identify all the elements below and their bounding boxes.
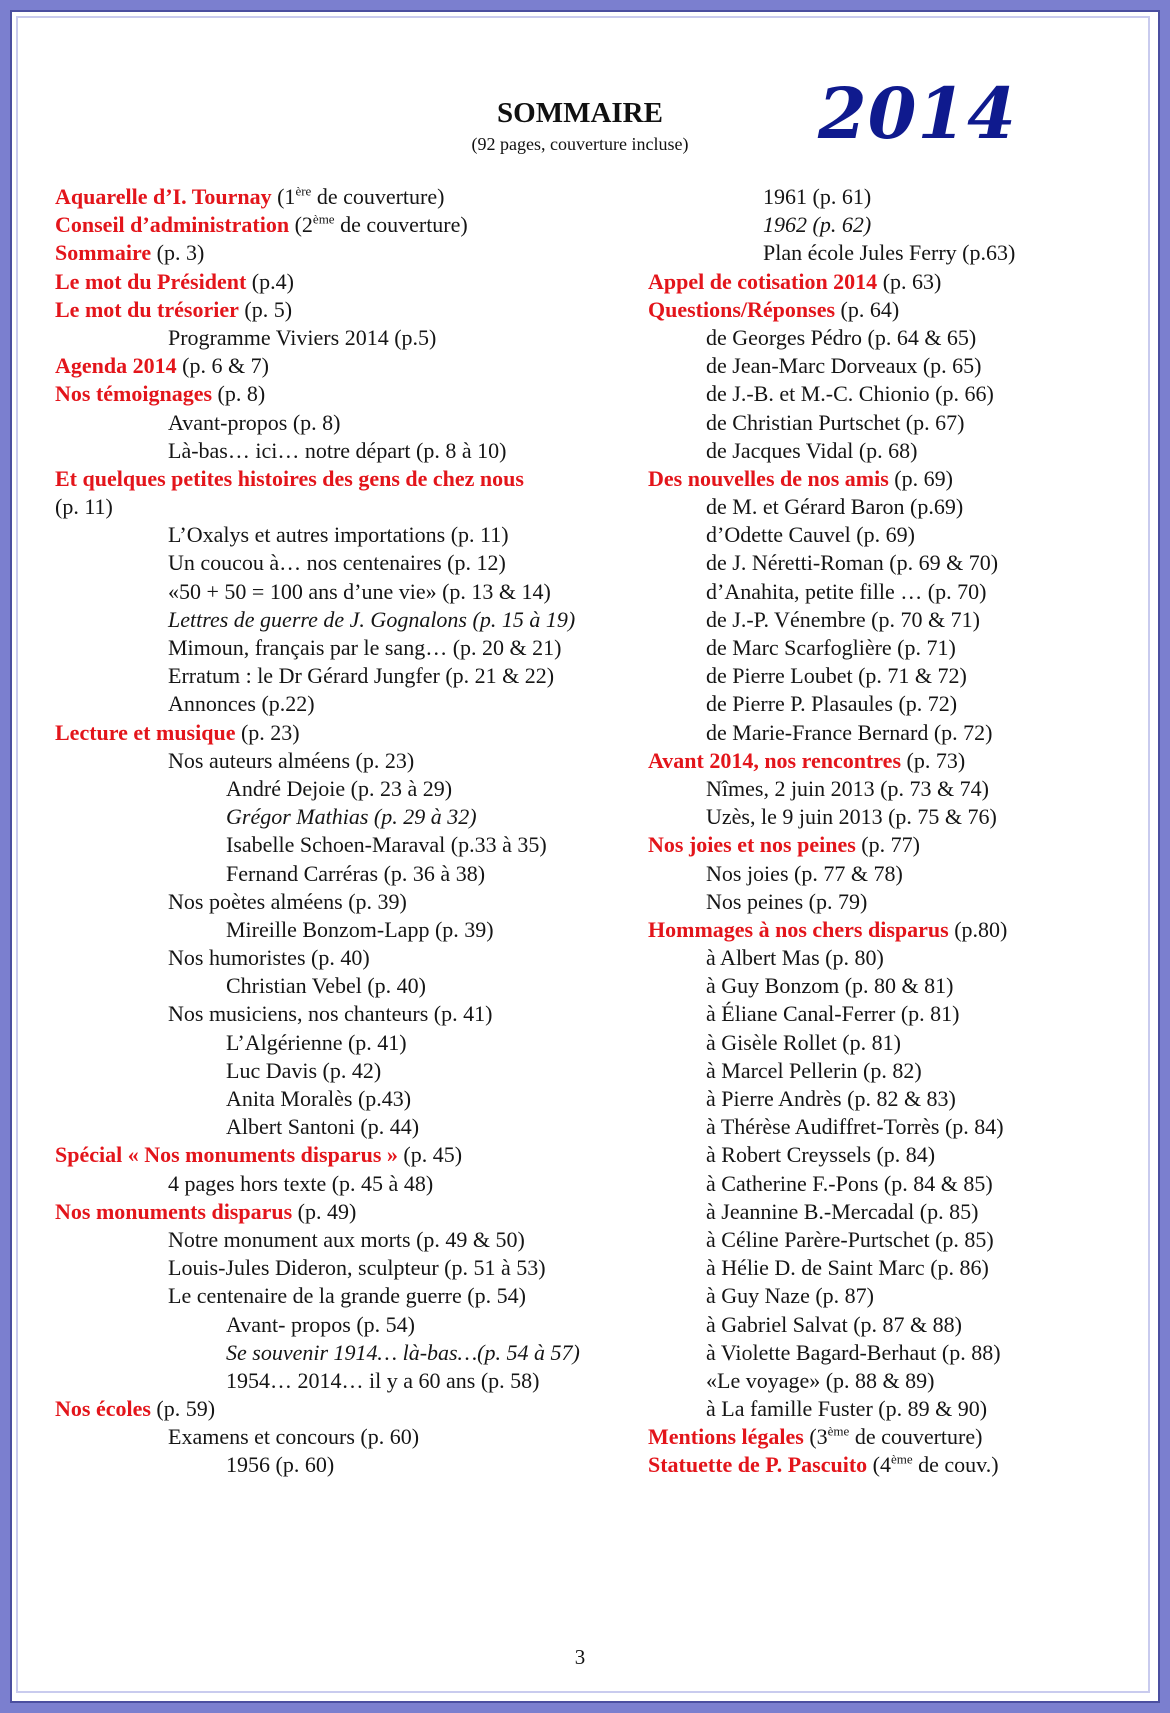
toc-entry bbox=[55, 690, 645, 718]
toc-entry bbox=[648, 1226, 1118, 1254]
toc-section-heading: Statuette de P. Pascuito bbox=[648, 1452, 868, 1478]
toc-entry-text: d’Odette Cauvel (p. 69) bbox=[706, 522, 915, 548]
toc-entry bbox=[648, 1170, 1118, 1198]
toc-entry-text: (2 bbox=[289, 212, 313, 238]
toc-entry-text: de Pierre P. Plasaules (p. 72) bbox=[706, 691, 958, 717]
toc-entry-text: de Pierre Loubet (p. 71 & 72) bbox=[706, 663, 967, 689]
toc-entry bbox=[55, 1198, 645, 1226]
toc-section-heading: Nos écoles bbox=[55, 1396, 151, 1422]
toc-entry bbox=[648, 296, 1118, 324]
toc-entry bbox=[55, 803, 645, 831]
toc-entry bbox=[55, 888, 645, 916]
toc-entry-text: Se souvenir 1914… là-bas…(p. 54 à 57) bbox=[226, 1339, 580, 1365]
toc-entry bbox=[648, 1029, 1118, 1057]
toc-entry-text: Nos auteurs alméens (p. 23) bbox=[168, 747, 415, 773]
toc-entry bbox=[55, 775, 645, 803]
toc-entry bbox=[55, 437, 645, 465]
toc-ordinal-suffix: ème bbox=[891, 1452, 913, 1468]
toc-entry bbox=[55, 606, 645, 634]
toc-entry-text: à Violette Bagard-Berhaut (p. 88) bbox=[706, 1339, 1001, 1365]
toc-entry bbox=[648, 1451, 1118, 1479]
toc-entry bbox=[648, 578, 1118, 606]
toc-section-heading: Le mot du trésorier bbox=[55, 296, 239, 322]
toc-entry bbox=[55, 409, 645, 437]
toc-entry bbox=[648, 719, 1118, 747]
toc-entry bbox=[648, 352, 1118, 380]
toc-entry-text: Nos peines (p. 79) bbox=[706, 888, 868, 914]
toc-entry bbox=[648, 211, 1118, 239]
toc-entry-text: (p. 6 & 7) bbox=[176, 353, 269, 379]
toc-section-heading: Avant 2014, nos rencontres bbox=[648, 747, 901, 773]
toc-section-heading: Aquarelle d’I. Tournay bbox=[55, 184, 272, 209]
toc-entry bbox=[648, 831, 1118, 859]
toc-entry-text: 1956 (p. 60) bbox=[226, 1452, 335, 1478]
toc-entry bbox=[55, 324, 645, 352]
toc-entry bbox=[55, 944, 645, 972]
toc-entry bbox=[648, 1254, 1118, 1282]
toc-entry-text: (p.4) bbox=[246, 268, 294, 294]
toc-entry-text: Mimoun, français par le sang… (p. 20 & 21) bbox=[168, 635, 562, 660]
toc-entry-text: (p. 77) bbox=[855, 832, 920, 858]
toc-section-heading: Conseil d’administration bbox=[55, 212, 290, 238]
toc-entry-text: (p.80) bbox=[948, 916, 1008, 942]
toc-entry bbox=[648, 944, 1118, 972]
toc-entry bbox=[55, 972, 645, 1000]
toc-entry bbox=[55, 1170, 645, 1198]
toc-section-heading: Hommages à nos chers disparus bbox=[648, 916, 949, 942]
toc-entry-text: Isabelle Schoen-Maraval (p.33 à 35) bbox=[226, 832, 547, 858]
toc-entry bbox=[55, 296, 645, 324]
toc-section-heading: Sommaire bbox=[55, 240, 152, 266]
toc-entry bbox=[55, 352, 645, 380]
toc-entry bbox=[55, 239, 645, 267]
toc-entry-text: Annonces (p.22) bbox=[168, 691, 315, 717]
toc-entry-text: 1962 (p. 62) bbox=[763, 212, 872, 238]
toc-entry-text: à Pierre Andrès (p. 82 & 83) bbox=[706, 1086, 956, 1111]
toc-entry bbox=[55, 662, 645, 690]
toc-entry-text: de Marie-France Bernard (p. 72) bbox=[706, 719, 993, 745]
toc-entry bbox=[648, 634, 1118, 662]
toc-entry bbox=[648, 803, 1118, 831]
page-subtitle: (92 pages, couverture incluse) bbox=[471, 134, 689, 154]
toc-entry-text: Examens et concours (p. 60) bbox=[168, 1424, 420, 1450]
toc-entry bbox=[648, 493, 1118, 521]
toc-entry bbox=[55, 1395, 645, 1423]
toc-entry-text: Christian Vebel (p. 40) bbox=[226, 973, 427, 999]
toc-entry-text: Plan école Jules Ferry (p.63) bbox=[763, 240, 1016, 266]
toc-entry-text: Luc Davis (p. 42) bbox=[226, 1057, 382, 1083]
toc-entry-text: Erratum : le Dr Gérard Jungfer (p. 21 & 22) bbox=[168, 663, 555, 689]
toc-entry bbox=[648, 1423, 1118, 1451]
toc-entry-text: à Catherine F.-Pons (p. 84 & 85) bbox=[706, 1170, 993, 1196]
toc-entry-text: de couverture) bbox=[849, 1424, 983, 1450]
toc-entry bbox=[648, 239, 1118, 267]
toc-entry bbox=[55, 578, 645, 606]
toc-entry bbox=[55, 521, 645, 549]
toc-entry-text: (p. 49) bbox=[292, 1198, 357, 1224]
toc-entry-text: de couverture) bbox=[334, 212, 468, 238]
toc-ordinal-suffix: ère bbox=[295, 183, 312, 199]
toc-entry-text: à Albert Mas (p. 80) bbox=[706, 945, 884, 971]
toc-entry bbox=[648, 690, 1118, 718]
toc-entry bbox=[648, 606, 1118, 634]
toc-entry-text: «50 + 50 = 100 ans d’une vie» (p. 13 & 14) bbox=[168, 578, 551, 604]
toc-entry bbox=[648, 521, 1118, 549]
toc-entry-text: L’Oxalys et autres importations (p. 11) bbox=[168, 522, 509, 548]
toc-entry bbox=[648, 1395, 1118, 1423]
toc-entry bbox=[55, 183, 645, 211]
toc-section-heading: Agenda 2014 bbox=[55, 353, 177, 379]
toc-section-heading: Nos joies et nos peines bbox=[648, 832, 856, 858]
toc-entry-text: Là-bas… ici… notre départ (p. 8 à 10) bbox=[168, 437, 507, 463]
toc-entry-text: (1 bbox=[271, 184, 296, 209]
toc-entry-text: Louis-Jules Dideron, sculpteur (p. 51 à 53) bbox=[168, 1255, 546, 1281]
toc-entry bbox=[55, 380, 645, 408]
toc-entry bbox=[55, 1141, 645, 1169]
toc-entry-text: de Georges Pédro (p. 64 & 65) bbox=[706, 324, 977, 350]
toc-entry bbox=[648, 437, 1118, 465]
toc-entry bbox=[55, 1057, 645, 1085]
toc-entry bbox=[648, 916, 1118, 944]
toc-entry-text: 1961 (p. 61) bbox=[763, 184, 872, 209]
toc-entry bbox=[648, 1000, 1118, 1028]
toc-entry-text: Nos humoristes (p. 40) bbox=[168, 945, 370, 971]
toc-entry-text: de Christian Purtschet (p. 67) bbox=[706, 409, 965, 435]
toc-entry bbox=[648, 1113, 1118, 1141]
toc-entry bbox=[648, 1339, 1118, 1367]
page-title: SOMMAIRE bbox=[497, 97, 663, 129]
toc-section-heading: Nos monuments disparus bbox=[55, 1198, 293, 1224]
toc-entry bbox=[648, 549, 1118, 577]
toc-section-heading: Et quelques petites histoires des gens de chez nous bbox=[55, 465, 524, 491]
toc-entry bbox=[55, 719, 645, 747]
toc-entry bbox=[55, 1085, 645, 1113]
toc-entry-text: de couv.) bbox=[912, 1452, 999, 1478]
toc-entry-text: de Marc Scarfoglière (p. 71) bbox=[706, 635, 956, 660]
toc-entry-text: 1954… 2014… il y a 60 ans (p. 58) bbox=[226, 1367, 540, 1393]
toc-entry bbox=[55, 1113, 645, 1141]
toc-entry bbox=[648, 1085, 1118, 1113]
toc-section-heading: Mentions légales bbox=[648, 1424, 804, 1450]
toc-entry-text: Albert Santoni (p. 44) bbox=[226, 1114, 420, 1140]
toc-entry-text: Avant-propos (p. 8) bbox=[168, 409, 341, 435]
toc-entry bbox=[648, 324, 1118, 352]
toc-entry-text: Lettres de guerre de J. Gognalons (p. 15 à 19) bbox=[168, 606, 576, 632]
toc-entry-text: Anita Moralès (p.43) bbox=[226, 1086, 412, 1111]
toc-section-heading: Le mot du Président bbox=[55, 268, 247, 294]
toc-entry-text: André Dejoie (p. 23 à 29) bbox=[226, 775, 453, 801]
toc-entry bbox=[55, 831, 645, 859]
toc-entry bbox=[55, 1029, 645, 1057]
toc-entry-text: à Guy Naze (p. 87) bbox=[706, 1283, 874, 1309]
toc-entry-text: (p. 59) bbox=[150, 1396, 216, 1422]
toc-entry-text: (p. 69) bbox=[888, 465, 953, 491]
toc-entry-text: (p. 45) bbox=[397, 1142, 463, 1168]
toc-entry bbox=[648, 888, 1118, 916]
toc-entry-text: (4 bbox=[867, 1452, 891, 1478]
toc-entry-text: «Le voyage» (p. 88 & 89) bbox=[706, 1367, 935, 1393]
toc-entry-text: (p. 23) bbox=[235, 719, 300, 745]
toc-entry-text: L’Algérienne (p. 41) bbox=[226, 1029, 407, 1055]
toc-entry bbox=[648, 1141, 1118, 1169]
toc-entry-text: de M. et Gérard Baron (p.69) bbox=[706, 494, 964, 520]
toc-entry bbox=[55, 1254, 645, 1282]
toc-entry-text: Un coucou à… nos centenaires (p. 12) bbox=[168, 550, 506, 576]
toc-entry bbox=[55, 268, 645, 296]
toc-section-heading: Spécial « Nos monuments disparus » bbox=[55, 1142, 398, 1168]
toc-entry-text: Uzès, le 9 juin 2013 (p. 75 & 76) bbox=[706, 804, 997, 830]
toc-entry bbox=[648, 1311, 1118, 1339]
toc-entry bbox=[648, 860, 1118, 888]
toc-entry bbox=[55, 747, 645, 775]
toc-entry-text: Nos poètes alméens (p. 39) bbox=[168, 888, 407, 914]
toc-entry bbox=[55, 1339, 645, 1367]
toc-entry-text: Nos joies (p. 77 & 78) bbox=[706, 860, 903, 886]
toc-entry-text: Notre monument aux morts (p. 49 & 50) bbox=[168, 1226, 525, 1252]
toc-entry bbox=[648, 183, 1118, 211]
toc-entry bbox=[55, 549, 645, 577]
toc-entry bbox=[55, 493, 645, 521]
toc-entry-text: à La famille Fuster (p. 89 & 90) bbox=[706, 1396, 988, 1422]
toc-entry bbox=[648, 380, 1118, 408]
toc-right-column bbox=[648, 183, 1118, 1480]
toc-entry-text: Grégor Mathias (p. 29 à 32) bbox=[226, 804, 477, 830]
toc-entry-text: à Robert Creyssels (p. 84) bbox=[706, 1142, 936, 1168]
toc-entry-text: (p. 73) bbox=[901, 747, 966, 773]
toc-entry bbox=[648, 775, 1118, 803]
toc-entry bbox=[648, 1198, 1118, 1226]
toc-entry bbox=[648, 465, 1118, 493]
toc-section-heading: Questions/Réponses bbox=[648, 296, 836, 322]
toc-section-heading: Appel de cotisation 2014 bbox=[648, 268, 878, 294]
toc-entry-text: à Thérèse Audiffret-Torrès (p. 84) bbox=[706, 1114, 1004, 1140]
toc-entry-text: (p. 3) bbox=[151, 240, 205, 266]
page-number: 3 bbox=[574, 1645, 586, 1669]
toc-entry-text: Le centenaire de la grande guerre (p. 54) bbox=[168, 1283, 526, 1309]
toc-entry bbox=[55, 1226, 645, 1254]
toc-entry bbox=[55, 634, 645, 662]
toc-section-heading: Nos témoignages bbox=[55, 381, 213, 407]
toc-ordinal-suffix: ème bbox=[312, 211, 335, 227]
toc-section-heading: Lecture et musique bbox=[55, 719, 236, 745]
toc-entry-text: à Éliane Canal-Ferrer (p. 81) bbox=[706, 1001, 960, 1027]
toc-entry-text: de Jean-Marc Dorveaux (p. 65) bbox=[706, 353, 982, 379]
toc-section-heading: Des nouvelles de nos amis bbox=[648, 465, 889, 491]
toc-entry-text: de Jacques Vidal (p. 68) bbox=[706, 437, 918, 463]
toc-entry-text: (3 bbox=[803, 1424, 828, 1450]
toc-entry bbox=[55, 1423, 645, 1451]
year-label: 2014 bbox=[818, 72, 1017, 155]
toc-entry-text: à Guy Bonzom (p. 80 & 81) bbox=[706, 973, 954, 999]
toc-entry-text: (p. 8) bbox=[212, 381, 266, 407]
toc-entry-text: Programme Viviers 2014 (p.5) bbox=[168, 324, 437, 350]
toc-entry-text: à Gisèle Rollet (p. 81) bbox=[706, 1029, 901, 1055]
toc-entry bbox=[55, 1367, 645, 1395]
toc-entry-text: à Gabriel Salvat (p. 87 & 88) bbox=[706, 1311, 962, 1337]
toc-entry-text: de J.-B. et M.-C. Chionio (p. 66) bbox=[706, 381, 994, 407]
toc-entry-text: à Hélie D. de Saint Marc (p. 86) bbox=[706, 1255, 989, 1281]
toc-entry bbox=[648, 1282, 1118, 1310]
toc-entry-text: (p. 63) bbox=[877, 268, 942, 294]
toc-entry-text: de J. Néretti-Roman (p. 69 & 70) bbox=[706, 550, 999, 576]
toc-entry bbox=[55, 916, 645, 944]
toc-entry bbox=[648, 268, 1118, 296]
toc-entry bbox=[55, 860, 645, 888]
toc-entry-text: 4 pages hors texte (p. 45 à 48) bbox=[168, 1170, 434, 1196]
toc-entry-text: d’Anahita, petite fille … (p. 70) bbox=[706, 578, 987, 604]
toc-entry bbox=[648, 972, 1118, 1000]
toc-entry-text: Nîmes, 2 juin 2013 (p. 73 & 74) bbox=[706, 775, 989, 801]
toc-entry bbox=[55, 211, 645, 239]
toc-entry-text: de J.-P. Vénembre (p. 70 & 71) bbox=[706, 606, 980, 632]
toc-entry-text: Fernand Carréras (p. 36 à 38) bbox=[226, 860, 486, 886]
toc-entry bbox=[648, 662, 1118, 690]
toc-entry-text: (p. 64) bbox=[835, 296, 900, 322]
toc-entry bbox=[55, 1282, 645, 1310]
toc-entry-text: Nos musiciens, nos chanteurs (p. 41) bbox=[168, 1001, 493, 1027]
toc-entry bbox=[648, 1057, 1118, 1085]
toc-entry-text: (p. 5) bbox=[238, 296, 293, 322]
toc-entry bbox=[55, 1451, 645, 1479]
toc-entry bbox=[55, 1311, 645, 1339]
toc-entry-text: Avant- propos (p. 54) bbox=[226, 1311, 415, 1337]
toc-entry-text: à Céline Parère-Purtschet (p. 85) bbox=[706, 1226, 994, 1252]
toc-entry bbox=[55, 465, 645, 493]
toc-ordinal-suffix: ème bbox=[827, 1423, 850, 1439]
toc-entry bbox=[648, 409, 1118, 437]
toc-left-column bbox=[55, 183, 645, 1480]
toc-entry bbox=[648, 1367, 1118, 1395]
toc-entry bbox=[648, 747, 1118, 775]
toc-entry-text: Mireille Bonzom-Lapp (p. 39) bbox=[226, 916, 494, 942]
toc-entry bbox=[55, 1000, 645, 1028]
toc-entry-text: à Marcel Pellerin (p. 82) bbox=[706, 1057, 922, 1083]
toc-entry-text: à Jeannine B.-Mercadal (p. 85) bbox=[706, 1198, 979, 1224]
toc-entry-text: (p. 11) bbox=[55, 494, 113, 520]
toc-entry-text: de couverture) bbox=[311, 184, 445, 209]
